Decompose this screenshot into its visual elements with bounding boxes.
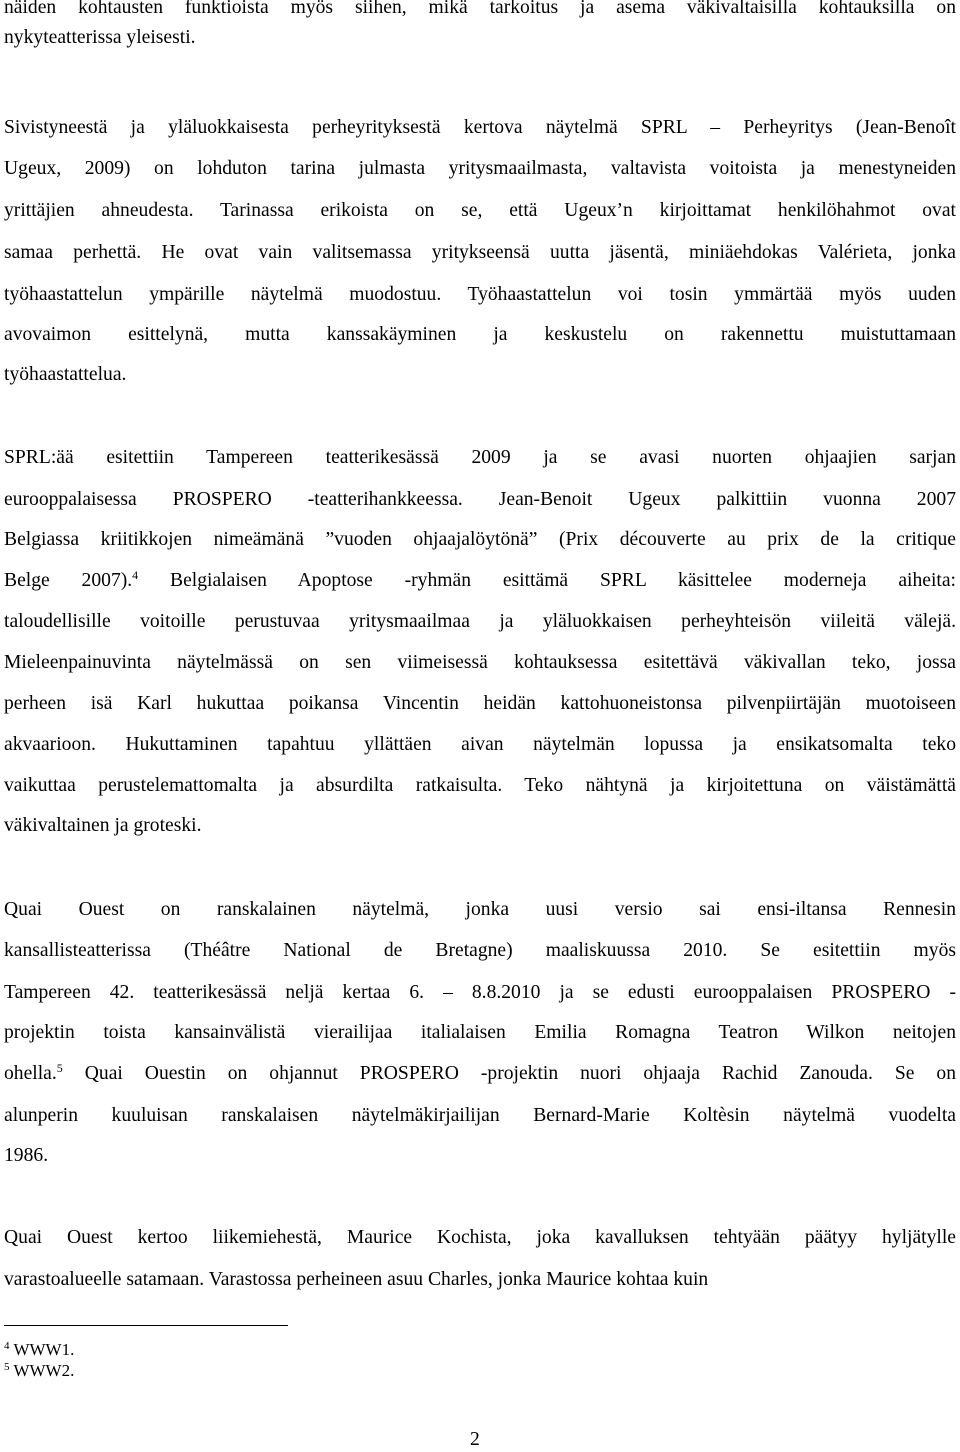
- footnote-text: WWW2.: [13, 1361, 75, 1380]
- text-line: 1986.: [4, 1145, 49, 1166]
- text-line: SPRL:ää esitettiin Tampereen teatterikesässä 2009 ja se avasi nuorten ohjaajien sarjan: [4, 447, 956, 468]
- text-line: yrittäjien ahneudesta. Tarinassa erikoista on se, että Ugeux’n kirjoittamat henkilöhahmot ovat: [4, 200, 956, 221]
- text-line: samaa perhettä. He ovat vain valitsemassa yritykseensä uutta jäsentä, miniäehdokas Valérieta, jonka: [4, 242, 956, 263]
- footnote-reference: 4: [132, 568, 139, 582]
- footnote-5: [4, 1361, 74, 1381]
- footnote-reference: 5: [56, 1061, 63, 1075]
- text-line: alunperin kuuluisan ranskalaisen näytelmäkirjailijan Bernard-Marie Koltèsin näytelmä vuodelta: [4, 1105, 956, 1126]
- text-line: avovaimon esittelynä, mutta kanssakäyminen ja keskustelu on rakennettu muistuttamaan: [4, 324, 956, 345]
- text-line: varastoalueelle satamaan. Varastossa perheineen asuu Charles, jonka Maurice kohtaa kuin: [4, 1269, 709, 1290]
- text-line: työhaastattelun ympärille näytelmä muodostuu. Työhaastattelun voi tosin ymmärtää myös uuden: [4, 284, 956, 305]
- text-line: Quai Ouest on ranskalainen näytelmä, jonka uusi versio sai ensi-iltansa Rennesin: [4, 899, 956, 920]
- text-line: kansallisteatterissa (Théâtre National de Bretagne) maaliskuussa 2010. Se esitettiin myös: [4, 940, 956, 961]
- text-line: taloudellisille voitoille perustuvaa yritysmaailmaa ja yläluokkaisen perheyhteisön viileitä välejä.: [4, 611, 956, 632]
- footnote-text: WWW1.: [13, 1340, 75, 1359]
- footnote-mark: 5: [4, 1361, 10, 1373]
- footnote-4: [4, 1340, 74, 1360]
- text-line: Ugeux, 2009) on lohduton tarina julmasta yritysmaailmasta, valtavista voitoista ja menestyneiden: [4, 158, 956, 179]
- text-line: nykyteatterissa yleisesti.: [4, 27, 196, 48]
- text-line: Quai Ouest kertoo liikemiehestä, Maurice Kochista, joka kavalluksen tehtyään päätyy hyljätylle: [4, 1227, 956, 1248]
- text-line: Tampereen 42. teatterikesässä neljä kertaa 6. – 8.8.2010 ja se edusti eurooppalaisen PROSPERO -: [4, 982, 956, 1003]
- text-line: eurooppalaisessa PROSPERO -teatterihankkeessa. Jean-Benoit Ugeux palkittiin vuonna 2007: [4, 489, 956, 510]
- text-line: perheen isä Karl hukuttaa poikansa Vincentin heidän kattohuoneistonsa pilvenpiirtäjän muotoiseen: [4, 693, 956, 714]
- page-number: 2: [470, 1429, 480, 1450]
- text-line: näiden kohtausten funktioista myös siihen, mikä tarkoitus ja asema väkivaltaisilla kohtauksilla on: [4, 0, 956, 18]
- text-line: akvaarioon. Hukuttaminen tapahtuu yllättäen aivan näytelmän lopussa ja ensikatsomalta teko: [4, 734, 956, 755]
- footnote-separator: [4, 1325, 288, 1326]
- text-line: ohella.$^5$ Quai Ouestin on ohjannut PROSPERO -projektin nuori ohjaaja Rachid Zanouda. Se on: [4, 1061, 956, 1084]
- text-line: väkivaltainen ja groteski.: [4, 815, 202, 836]
- text-line: työhaastattelua.: [4, 364, 127, 385]
- text-line: Mieleenpainuvinta näytelmässä on sen viimeisessä kohtauksessa esitettävä väkivallan teko, jossa: [4, 652, 956, 673]
- text-line: Belgiassa kriitikkojen nimeämänä ”vuoden ohjaajalöytönä” (Prix découverte au prix de la critique: [4, 529, 956, 550]
- text-line: projektin toista kansainvälistä vierailijaa italialaisen Emilia Romagna Teatron Wilkon neitojen: [4, 1022, 956, 1043]
- text-line: Sivistyneestä ja yläluokkaisesta perheyrityksestä kertova näytelmä SPRL – Perheyritys (Jean-Benoît: [4, 117, 956, 138]
- text-line: Belge 2007).$^4$ Belgialaisen Apoptose -ryhmän esittämä SPRL käsittelee moderneja aiheita:: [4, 568, 956, 591]
- footnote-mark: 4: [4, 1340, 10, 1352]
- text-line: vaikuttaa perustelemattomalta ja absurdilta ratkaisulta. Teko nähtynä ja kirjoitettuna on väistämättä: [4, 775, 956, 796]
